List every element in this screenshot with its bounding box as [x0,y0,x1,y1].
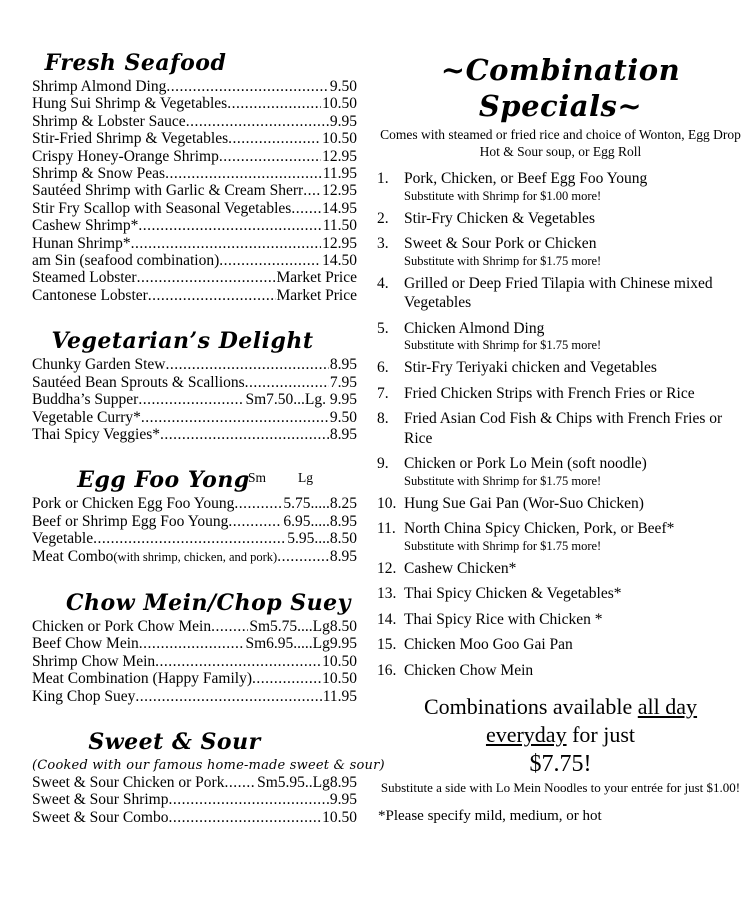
menu-section-vegetarian-s-delight [32,328,357,443]
item-price: 11.95 [322,165,357,183]
menu-item-row [32,200,357,217]
dot-leader [148,287,276,304]
combo-item [377,409,744,448]
dot-leader [137,269,276,286]
item-name: Shrimp Chow Mein [32,652,156,670]
menu-item-row [32,548,357,566]
menu-section-fresh-seafood [32,50,357,304]
combo-item-body [404,635,744,655]
combo-item-name: Hung Sue Gai Pan (Wor-Suo Chicken) [404,494,644,512]
menu-item-row [32,182,357,199]
dot-leader [234,495,282,512]
menu-section-chow-mein-chop-suey [32,590,357,705]
combo-item-name: Cashew Chicken* [404,559,517,577]
menu-item-row [32,653,357,670]
item-name: Meat Combo [32,547,114,565]
combo-item-body [404,610,744,630]
combo-item-body [404,454,744,488]
combo-item-note: Substitute with Shrimp for $1.75 more! [404,473,602,488]
combo-item-number: 12. [377,559,397,577]
menu-section-egg-foo-yong [32,467,357,566]
item-name: Vegetable [32,530,94,548]
promo-suffix: for just [566,722,636,747]
menu-item-row [32,618,357,635]
combo-item-number: 9. [377,455,389,472]
item-name: Thai Spicy Veggies* [32,425,161,443]
item-price: 5.75.....8.25 [283,495,357,513]
combo-item-name: Fried Chicken Strips with French Fries or Rice [404,384,695,402]
item-price: 10.50 [322,652,357,670]
combo-item-body [404,661,744,681]
combo-item [377,274,744,313]
combo-item-body [404,274,744,313]
dot-leader [291,200,321,217]
combo-item-number: 6. [377,359,389,376]
combo-item-number: 15. [377,636,397,653]
item-price: Sm6.95.....Lg9.95 [245,635,357,653]
combo-item [377,494,744,514]
dot-leader [228,130,321,147]
spice-footnote: *Please specify mild, medium, or hot [378,808,602,824]
section-title [32,729,357,755]
combo-item-name: Fried Asian Cod Fish & Chips with French Fries or Rice [404,410,723,447]
combo-item-name: Grilled or Deep Fried Tilapia with Chinese mixed Vegetables [404,274,713,311]
section-title [32,328,357,354]
combo-item [377,635,744,655]
section-subtitle: (Cooked with our famous home-made sweet & sour) [32,757,385,773]
item-price: Market Price [276,269,357,287]
combo-item-note: Substitute with Shrimp for $1.00 more! [404,188,602,203]
promo-note: Substitute a side with Lo Mein Noodles to your entrée for just $1.00! [380,780,741,795]
size-column-header-lg: Lg [298,470,313,486]
item-price: 10.50 [322,670,357,688]
item-price: 8.95 [329,356,357,374]
dot-leader [138,217,321,234]
item-name: Meat Combination (Happy Family) [32,670,252,688]
section-title [32,467,357,493]
combo-item-number: 5. [377,319,389,337]
combination-specials-title: ~Combination Specials~ [440,53,681,123]
combo-item-name: Pork, Chicken, or Beef Egg Foo Young [404,170,648,187]
menu-item-row [32,287,357,304]
menu-item-row [32,235,357,252]
combo-item-body [404,358,744,378]
item-price: 6.95.....8.95 [283,512,357,530]
dot-leader [303,182,321,199]
menu-item-row [32,688,357,705]
combo-item-name: Stir-Fry Chicken & Vegetables [404,209,595,227]
menu-item-row [32,217,357,234]
item-name: Cantonese Lobster [32,286,148,304]
combo-item-body [404,409,744,448]
left-column [32,50,385,850]
item-price: 9.95 [329,791,357,809]
item-name: am Sin (seafood combination) [32,252,220,270]
section-title-text: Egg Foo Yong [77,467,250,494]
item-name: Sautéed Bean Sprouts & Scallions [32,373,245,391]
combo-item-body [404,209,744,229]
menu-item-row [32,530,357,547]
promo-underline-2: everyday [485,722,567,747]
menu-item-row [32,269,357,286]
dot-leader [228,513,282,530]
combo-item [377,358,744,378]
combo-item [377,319,744,353]
item-name: King Chop Suey [32,687,136,705]
combo-item-name: Sweet & Sour Pork or Chicken [404,235,597,252]
promo-underline-1: all day [637,694,698,719]
menu-item-row [32,95,357,112]
menu-item-row [32,113,357,130]
item-name-detail: (with shrimp, chicken, and pork) [113,549,278,564]
combo-item-number: 14. [377,610,397,628]
menu-item-row [32,130,357,147]
menu-item-row [32,774,357,791]
section-title [32,590,357,616]
item-name: Pork or Chicken Egg Foo Young [32,495,235,513]
combo-item-name: North China Spicy Chicken, Pork, or Beef* [404,520,675,537]
combo-item-name: Chicken Moo Goo Gai Pan [404,636,573,653]
combination-specials-subtitle [377,127,744,160]
item-price: Sm7.50...Lg. 9.95 [245,391,357,409]
item-price: 10.50 [322,808,357,826]
combo-item-number: 1. [377,170,389,187]
item-price: 9.95 [329,112,357,130]
menu-item-row [32,165,357,182]
subtitle-line-2: Hot & Sour soup, or Egg Roll [479,143,642,159]
dot-leader [277,548,329,565]
dot-leader [135,688,321,705]
combo-item-body [404,319,744,353]
item-price: 10.50 [322,95,357,113]
dot-leader [141,409,329,426]
section-title-text: Vegetarian’s Delight [51,328,314,355]
dot-leader [131,235,322,252]
section-title-text: Chow Mein/Chop Suey [66,589,351,616]
combo-item-number: 2. [377,209,389,227]
subtitle-line-1: Comes with steamed or fried rice and choice of Wonton, Egg Drop [380,127,741,142]
dot-leader [93,530,286,547]
dot-leader [169,791,329,808]
menu-item-row [32,409,357,426]
menu-item-row [32,391,357,408]
item-name: Crispy Honey-Orange Shrimp [32,147,219,165]
item-price: Market Price [276,286,357,304]
combo-item-note: Substitute with Shrimp for $1.75 more! [404,538,602,553]
dot-leader [227,95,321,112]
item-name: Stir Fry Scallop with Seasonal Vegetables [32,199,292,217]
combo-item [377,384,744,404]
combo-item-name: Chicken or Pork Lo Mein (soft noodle) [404,455,647,472]
combo-item-body [404,384,744,404]
item-price: 7.95 [329,373,357,391]
dot-leader [138,391,244,408]
item-price: 12.95 [322,182,357,200]
item-price: Sm5.95..Lg8.95 [257,773,357,791]
dot-leader [165,165,322,182]
item-name: Vegetable Curry* [32,408,141,426]
dot-leader [219,148,321,165]
combo-item-name: Chicken Almond Ding [404,319,545,337]
combo-item-number: 11. [377,520,396,537]
section-title [32,50,357,76]
combo-item-name: Chicken Chow Mein [404,661,534,679]
combo-item [377,610,744,630]
item-price: 14.50 [322,252,357,270]
dot-leader [169,809,322,826]
combo-item-name: Thai Spicy Rice with Chicken * [404,610,603,628]
item-name: Hunan Shrimp* [32,234,131,252]
combo-item-note: Substitute with Shrimp for $1.75 more! [404,253,602,268]
combo-item [377,454,744,488]
combo-item-number: 7. [377,384,389,402]
item-price: 9.50 [329,408,357,426]
combination-list [377,169,744,680]
combo-item-body [404,494,744,514]
dot-leader [224,774,256,791]
dot-leader [186,113,329,130]
menu-item-row [32,513,357,530]
dot-leader [219,252,321,269]
combo-item-number: 16. [377,661,397,679]
dot-leader [245,374,329,391]
combo-item [377,559,744,579]
item-price: 11.50 [322,217,357,235]
dot-leader [165,356,328,373]
item-name: Steamed Lobster [32,269,137,287]
menu-item-row [32,635,357,652]
dot-leader [166,78,329,95]
section-title-text: Sweet & Sour [88,728,261,755]
combo-item-name: Stir-Fry Teriyaki chicken and Vegetables [404,359,657,376]
menu-section-sweet-sour [32,728,385,826]
right-column [377,52,744,824]
item-name: Sweet & Sour Shrimp [32,791,169,809]
size-column-header-sm: Sm [248,470,267,486]
item-name: Hung Sui Shrimp & Vegetables [32,95,228,113]
combo-item-body [404,234,744,268]
menu-item-row [32,670,357,687]
combo-item-number: 4. [377,274,389,292]
item-name: Stir-Fried Shrimp & Vegetables [32,130,229,148]
item-name: Shrimp & Lobster Sauce [32,112,186,130]
menu-item-row [32,252,357,269]
item-name: Chunky Garden Stew [32,356,166,374]
item-price: 10.50 [322,130,357,148]
combo-item-body [404,519,744,553]
item-price: 8.95 [329,425,357,443]
combo-item-number: 3. [377,235,389,252]
item-price: 14.95 [322,199,357,217]
item-price: 9.50 [329,78,357,95]
item-name: Cashew Shrimp* [32,217,139,235]
dot-leader [211,618,248,635]
combo-item [377,661,744,681]
item-name: Chicken or Pork Chow Mein [32,617,212,635]
item-name: Beef Chow Mein [32,635,139,653]
menu-item-row [32,809,357,826]
combo-item-name: Thai Spicy Chicken & Vegetables* [404,585,622,602]
promo-prefix: Combinations available [423,694,638,719]
item-price: 8.95 [329,547,357,565]
combo-item-body [404,584,744,604]
menu-item-row [32,356,357,373]
combo-item-body [404,559,744,579]
combo-item [377,209,744,229]
dot-leader [139,635,245,652]
menu-item-row [32,495,357,512]
combo-item-body [404,169,744,203]
item-name: Buddha’s Supper [32,391,139,409]
item-price: 5.95....8.50 [287,530,357,548]
promo-text [377,693,744,749]
item-name: Shrimp Almond Ding [32,78,167,95]
dot-leader [160,426,329,443]
menu-item-row [32,374,357,391]
promo-price: $7.75! [529,751,592,777]
combo-item [377,234,744,268]
combo-item-note: Substitute with Shrimp for $1.75 more! [404,338,602,352]
dot-leader [252,670,321,687]
combo-item [377,169,744,203]
item-name: Sweet & Sour Chicken or Pork [32,773,225,791]
combo-item [377,584,744,604]
item-price: 12.95 [322,147,357,165]
item-name: Sweet & Sour Combo [32,808,169,826]
menu-item-row [32,426,357,443]
combo-item-number: 8. [377,410,389,427]
menu-item-row [32,148,357,165]
combo-item [377,519,744,553]
dot-leader [155,653,321,670]
item-price: 11.95 [322,687,357,705]
item-name: Shrimp & Snow Peas [32,165,166,183]
menu-item-row [32,78,357,95]
combo-item-number: 13. [377,585,397,602]
combo-item-number: 10. [377,494,397,512]
section-title-text: Fresh Seafood [44,50,227,76]
item-price: 12.95 [322,234,357,252]
item-name: Beef or Shrimp Egg Foo Young [32,512,229,530]
promo-block [377,693,744,796]
item-price: Sm5.75....Lg8.50 [249,617,357,635]
menu-item-row [32,791,357,808]
item-name: Sautéed Shrimp with Garlic & Cream Sherr [32,182,304,200]
